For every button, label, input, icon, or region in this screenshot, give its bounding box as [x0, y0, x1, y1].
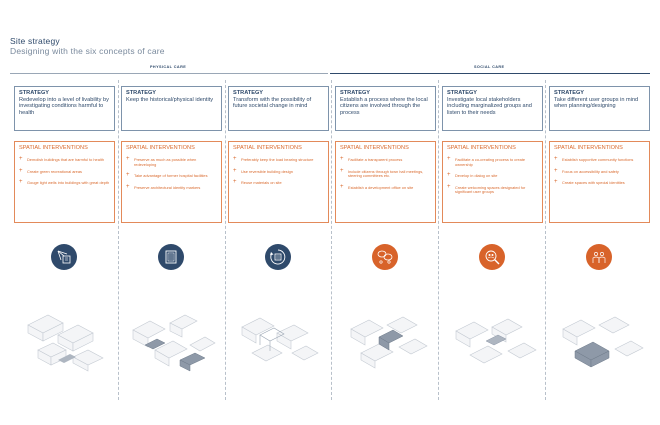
- column-divider: [438, 80, 439, 400]
- spatial-box-5: [442, 141, 543, 223]
- spatial-box-2: [121, 141, 222, 223]
- intervention-item: + Preserve as much as possible when redeveloping: [126, 156, 197, 167]
- intervention-item: + Establish supportive community functions: [554, 156, 634, 162]
- spatial-box-4: [335, 141, 436, 223]
- magnifier-people-icon: [479, 244, 505, 270]
- axonometric-site-sketch-3: [232, 305, 327, 385]
- strategy-text: Keep the historical/physical identity: [126, 97, 214, 103]
- group-label-physical-care: PHYSICAL CARE: [150, 65, 187, 69]
- axonometric-site-sketch-2: [125, 305, 220, 385]
- spatial-heading: SPATIAL INTERVENTIONS: [126, 145, 195, 151]
- intervention-item: + Reuse materials on site: [233, 179, 282, 186]
- group-line-physical-care: [10, 73, 328, 74]
- spatial-heading: SPATIAL INTERVENTIONS: [447, 145, 516, 151]
- light-rays-icon: [51, 244, 77, 270]
- group-line-social-care: [330, 73, 650, 74]
- intervention-item: + Establish a development office on site: [340, 183, 414, 190]
- axonometric-site-sketch-5: [446, 305, 541, 385]
- strategy-text: Establish a process where the local citizens are involved through the process: [340, 97, 428, 116]
- intervention-item: + Take advantage of former hospital facilities: [126, 172, 208, 179]
- intervention-item: + Create welcoming spaces designated for significant user groups: [447, 183, 526, 195]
- strategy-text: Transform with the possibility of future societal change in mind: [233, 97, 312, 110]
- intervention-item: + Create spaces with special identities: [554, 179, 625, 186]
- user-group-icon: [586, 244, 612, 270]
- strategy-box-4: [335, 86, 436, 131]
- recycle-icon: [265, 244, 291, 270]
- intervention-item: + Develop in dialog on site: [447, 172, 498, 179]
- strategy-box-1: [14, 86, 115, 131]
- intervention-item: + Gouge light wells into buildings with great depth: [19, 179, 110, 186]
- intervention-item: + Use reversible building design: [233, 167, 293, 174]
- strategy-box-3: [228, 86, 329, 131]
- column-divider: [118, 80, 119, 400]
- column-divider: [545, 80, 546, 400]
- spatial-heading: SPATIAL INTERVENTIONS: [233, 145, 302, 151]
- column-divider: [331, 80, 332, 400]
- site-strategy-title: Site strategy: [10, 36, 60, 46]
- spatial-box-1: [14, 141, 115, 223]
- intervention-item: + Demolish buildings that are harmful to health: [19, 156, 104, 162]
- intervention-item: + Create green recreational areas: [19, 167, 82, 174]
- strategy-box-5: [442, 86, 543, 131]
- axonometric-site-sketch-6: [553, 305, 648, 385]
- intervention-item: + Preserve architectural identity markers: [126, 183, 201, 190]
- intervention-item: + Facilitate a co-creating process to create ownership: [447, 156, 526, 167]
- strategy-box-6: [549, 86, 650, 131]
- group-label-social-care: SOCIAL CARE: [474, 65, 505, 69]
- axonometric-site-sketch-1: [18, 305, 113, 385]
- strategy-heading: STRATEGY: [19, 90, 50, 96]
- strategy-heading: STRATEGY: [554, 90, 585, 96]
- spatial-heading: SPATIAL INTERVENTIONS: [554, 145, 623, 151]
- strategy-text: Take different user groups in mind when planning/designing: [554, 97, 639, 110]
- spatial-box-6: [549, 141, 650, 223]
- intervention-item: + Facilitate a transparent process: [340, 156, 403, 162]
- strategy-box-2: [121, 86, 222, 131]
- spatial-heading: SPATIAL INTERVENTIONS: [340, 145, 409, 151]
- strategy-text: Investigate local stakeholders including marginalized groups and listen to their needs: [447, 97, 532, 116]
- intervention-item: + Include citizens through town hall meetings, steering committees etc.: [340, 167, 424, 179]
- column-divider: [225, 80, 226, 400]
- axonometric-site-sketch-4: [339, 305, 434, 385]
- strategy-heading: STRATEGY: [447, 90, 478, 96]
- strategy-heading: STRATEGY: [233, 90, 264, 96]
- site-strategy-subtitle: Designing with the six concepts of care: [10, 46, 165, 56]
- speech-bubbles-icon: [372, 244, 398, 270]
- intervention-item: + Preferably keep the load bearing structure: [233, 156, 314, 162]
- spatial-box-3: [228, 141, 329, 223]
- strategy-heading: STRATEGY: [126, 90, 157, 96]
- strategy-heading: STRATEGY: [340, 90, 371, 96]
- strategy-text: Redevelop into a level of livability by investigating conditions harmful to health: [19, 97, 109, 116]
- spatial-heading: SPATIAL INTERVENTIONS: [19, 145, 88, 151]
- intervention-item: + Focus on accessibility and safety: [554, 167, 619, 174]
- document-icon: [158, 244, 184, 270]
